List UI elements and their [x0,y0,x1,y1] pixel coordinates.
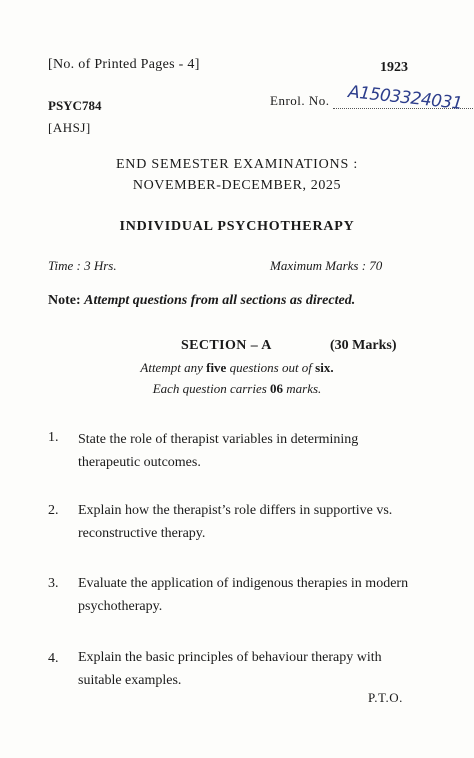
section-instruction-1 [0,360,474,376]
question-2-text: Explain how the therapist’s role differs in supportive vs. reconstructive therapy. [78,503,393,541]
exam-time: Time : 3 Hrs. [48,258,117,273]
instr2-part-a: Each question carries [152,381,271,396]
note [48,293,355,309]
enrolment-number-handwritten: A1503324031 [347,82,464,114]
section-instruction-2 [0,381,474,397]
instr1-part-c: questions out of [226,360,316,375]
question-4-number: 4. [48,651,59,666]
instr1-part-b: five [206,360,227,375]
course-code: PSYC784 [48,98,102,113]
exam-title-line1: END SEMESTER EXAMINATIONS : [115,157,359,172]
section-title: SECTION – A [181,338,272,353]
paper-number: 1923 [380,60,408,75]
instr2-part-c: marks. [283,381,322,396]
question-2-number: 2. [48,503,59,518]
question-1-number: 1. [48,430,59,445]
subject-title: INDIVIDUAL PSYCHOTHERAPY [119,219,355,234]
enrolment-label: Enrol. No. [270,93,330,108]
max-marks: Maximum Marks : 70 [270,258,383,273]
question-3-text: Evaluate the application of indigenous therapies in modern psychotherapy. [78,576,409,614]
note-text: Attempt questions from all sections as directed. [84,293,356,308]
instr1-part-a: Attempt any [140,360,207,375]
question-3-number: 3. [48,576,59,591]
instr1-part-d: six. [315,360,334,375]
exam-title-line2: NOVEMBER-DECEMBER, 2025 [132,178,342,193]
please-turn-over: P.T.O. [368,690,403,705]
instr2-part-b: 06 [270,381,284,396]
note-label: Note: [48,293,81,308]
section-marks: (30 Marks) [330,338,397,353]
printed-pages: [No. of Printed Pages - 4] [48,57,200,72]
school-code: [AHSJ] [48,120,91,135]
question-1-text: State the role of therapist variables in determining therapeutic outcomes. [78,432,359,470]
question-4-text: Explain the basic principles of behaviour therapy with suitable examples. [78,650,382,688]
